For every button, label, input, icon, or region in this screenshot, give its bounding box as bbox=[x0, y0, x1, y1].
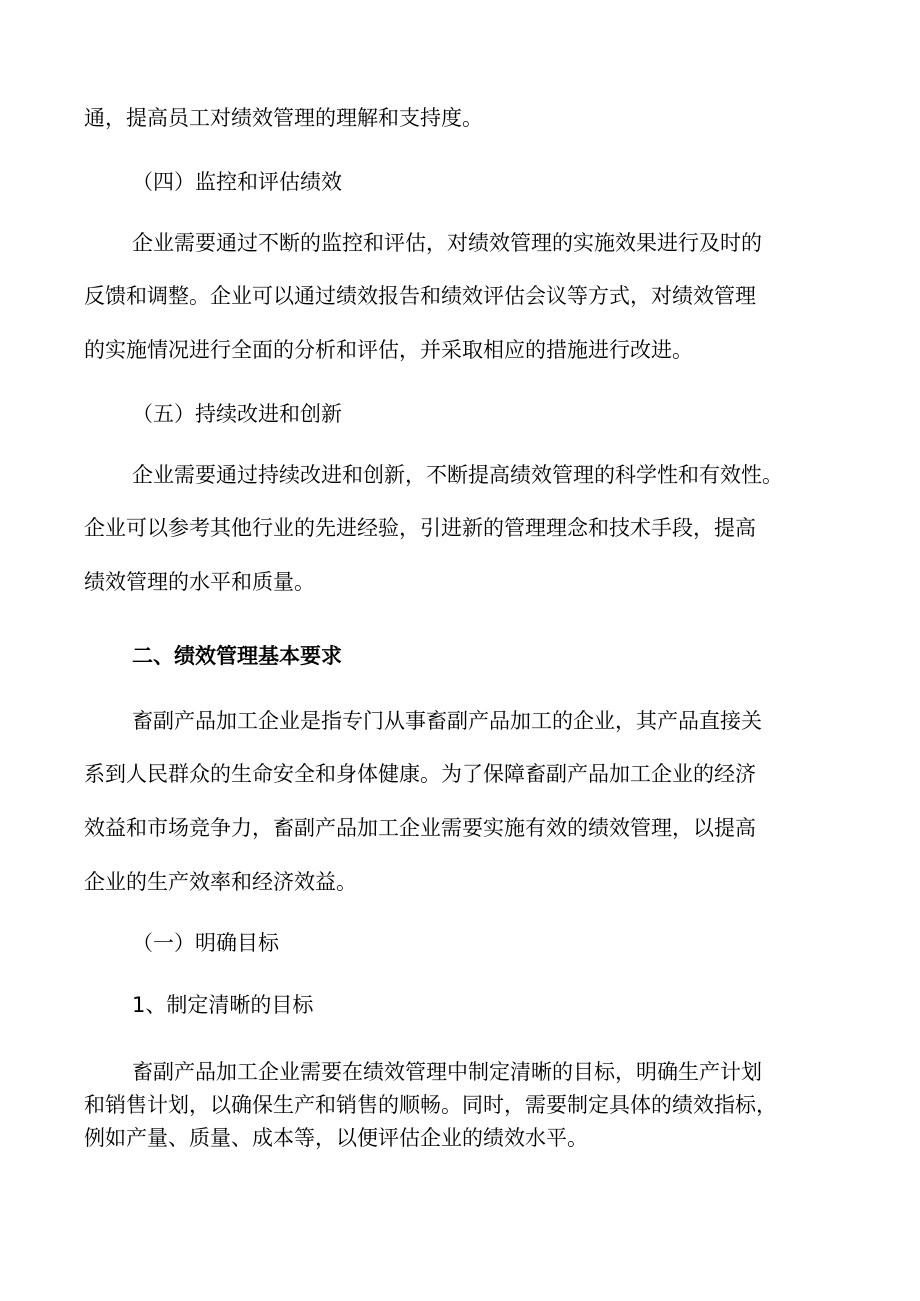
paragraph-line: 企业可以参考其他行业的先进经验，引进新的管理理念和技术手段，提高 bbox=[84, 516, 756, 540]
paragraph-line: 的实施情况进行全面的分析和评估，并采取相应的措施进行改进。 bbox=[84, 338, 693, 362]
numbered-heading: 1、制定清晰的目标 bbox=[132, 993, 314, 1017]
paragraph-line: 企业需要通过不断的监控和评估，对绩效管理的实施效果进行及时的 bbox=[132, 231, 762, 255]
paragraph-line: 企业的生产效率和经济效益。 bbox=[84, 870, 357, 894]
paragraph-line: 畜副产品加工企业是指专门从事畜副产品加工的企业，其产品直接关 bbox=[132, 709, 762, 733]
paragraph-line: 通，提高员工对绩效管理的理解和支持度。 bbox=[84, 106, 483, 130]
paragraph-line: 系到人民群众的生命安全和身体健康。为了保障畜副产品加工企业的经济 bbox=[84, 762, 756, 786]
subsection-heading-4: （四）监控和评估绩效 bbox=[132, 170, 342, 194]
subsection-heading-5: （五）持续改进和创新 bbox=[132, 402, 342, 426]
paragraph-line: 企业需要通过持续改进和创新，不断提高绩效管理的科学性和有效性。 bbox=[132, 463, 783, 487]
paragraph-line: 和销售计划，以确保生产和销售的顺畅。同时，需要制定具体的绩效指标， bbox=[84, 1093, 777, 1117]
subsection-heading-1: （一）明确目标 bbox=[132, 931, 279, 955]
paragraph-line: 绩效管理的水平和质量。 bbox=[84, 570, 315, 594]
paragraph-line: 畜副产品加工企业需要在绩效管理中制定清晰的目标，明确生产计划 bbox=[132, 1060, 762, 1084]
paragraph-line: 例如产量、质量、成本等，以便评估企业的绩效水平。 bbox=[84, 1126, 588, 1150]
paragraph-line: 反馈和调整。企业可以通过绩效报告和绩效评估会议等方式，对绩效管理 bbox=[84, 284, 756, 308]
section-heading: 二、绩效管理基本要求 bbox=[132, 644, 342, 668]
paragraph-line: 效益和市场竞争力，畜副产品加工企业需要实施有效的绩效管理，以提高 bbox=[84, 816, 756, 840]
